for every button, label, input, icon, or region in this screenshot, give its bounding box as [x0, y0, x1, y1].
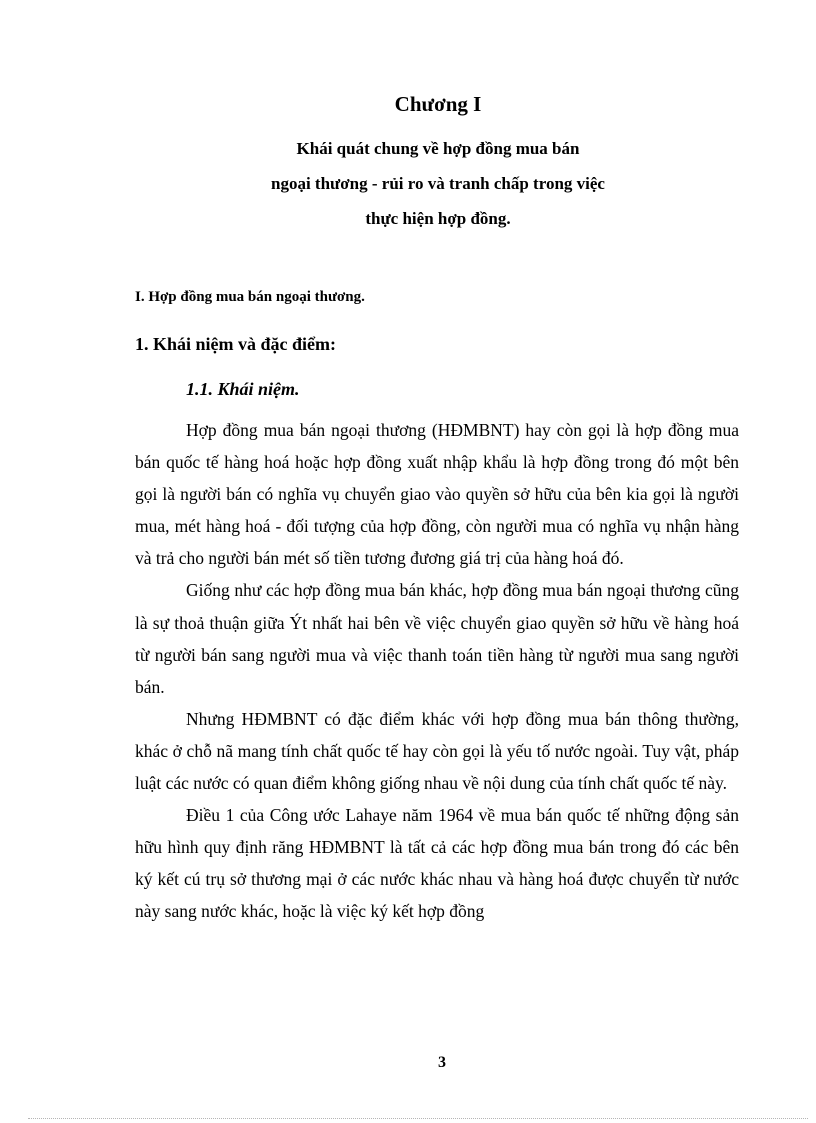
paragraph: Hợp đồng mua bán ngoại thương (HĐMBNT) hay còn gọi là hợp đồng mua bán quốc tế hàng hoá hoặc hợp đồng xuất nhập khẩu là hợp đồng trong đó một bên gọi là người bán có nghĩa vụ chuyển giao vào quyền sở hữu của bên kia gọi là người mua, mét hàng hoá - đối tượng của hợp đồng, còn người mua có nghĩa vụ nhận hàng và trả cho người bán mét số tiền tương đương giá trị của hàng hoá đó.	[135, 420, 739, 569]
paragraph: Giống như các hợp đồng mua bán khác, hợp đồng mua bán ngoại thương cũng là sự thoả thuận giữa Ýt nhất hai bên về việc chuyển giao quyền sở hữu về hàng hoá từ người bán sang người mua và việc thanh toán tiền hàng từ người mua sang người bán.	[135, 580, 739, 697]
chapter-subtitle-line: thực hiện hợp đồng.	[365, 209, 511, 228]
page-number: 3	[438, 1054, 446, 1071]
paragraph: Nhưng HĐMBNT có đặc điểm khác với hợp đồng mua bán thông thường, khác ở chỗ nã mang tính chất quốc tế hay còn gọi là yếu tố nước ngoài. Tuy vật, pháp luật các nước có quan điểm không giống nhau về nội dung của tính chất quốc tế này.	[135, 708, 739, 794]
page-bottom-border	[28, 1118, 808, 1119]
chapter-subtitle-line: ngoại thương - rủi ro và tranh chấp trong việc	[271, 174, 605, 193]
subsubsection-heading: 1.1. Khái niệm.	[186, 379, 300, 399]
section-heading: I. Hợp đồng mua bán ngoại thương.	[135, 289, 365, 305]
chapter-title: Chương I	[394, 92, 482, 116]
body-text	[135, 414, 739, 928]
paragraph: Điều 1 của Công ước Lahaye năm 1964 về mua bán quốc tế những động sản hữu hình quy định răng HĐMBNT là tất cả các hợp đồng mua bán trong đó các bên ký kết cú trụ sở thương mại ở các nước khác nhau và hàng hoá được chuyển từ nước này sang nước khác, hoặc là việc ký kết hợp đồng	[135, 805, 739, 922]
chapter-subtitle-line: Khái quát chung về hợp đồng mua bán	[296, 139, 580, 158]
subsection-heading: 1. Khái niệm và đặc điểm:	[135, 334, 336, 354]
chapter-subtitle	[0, 131, 816, 236]
